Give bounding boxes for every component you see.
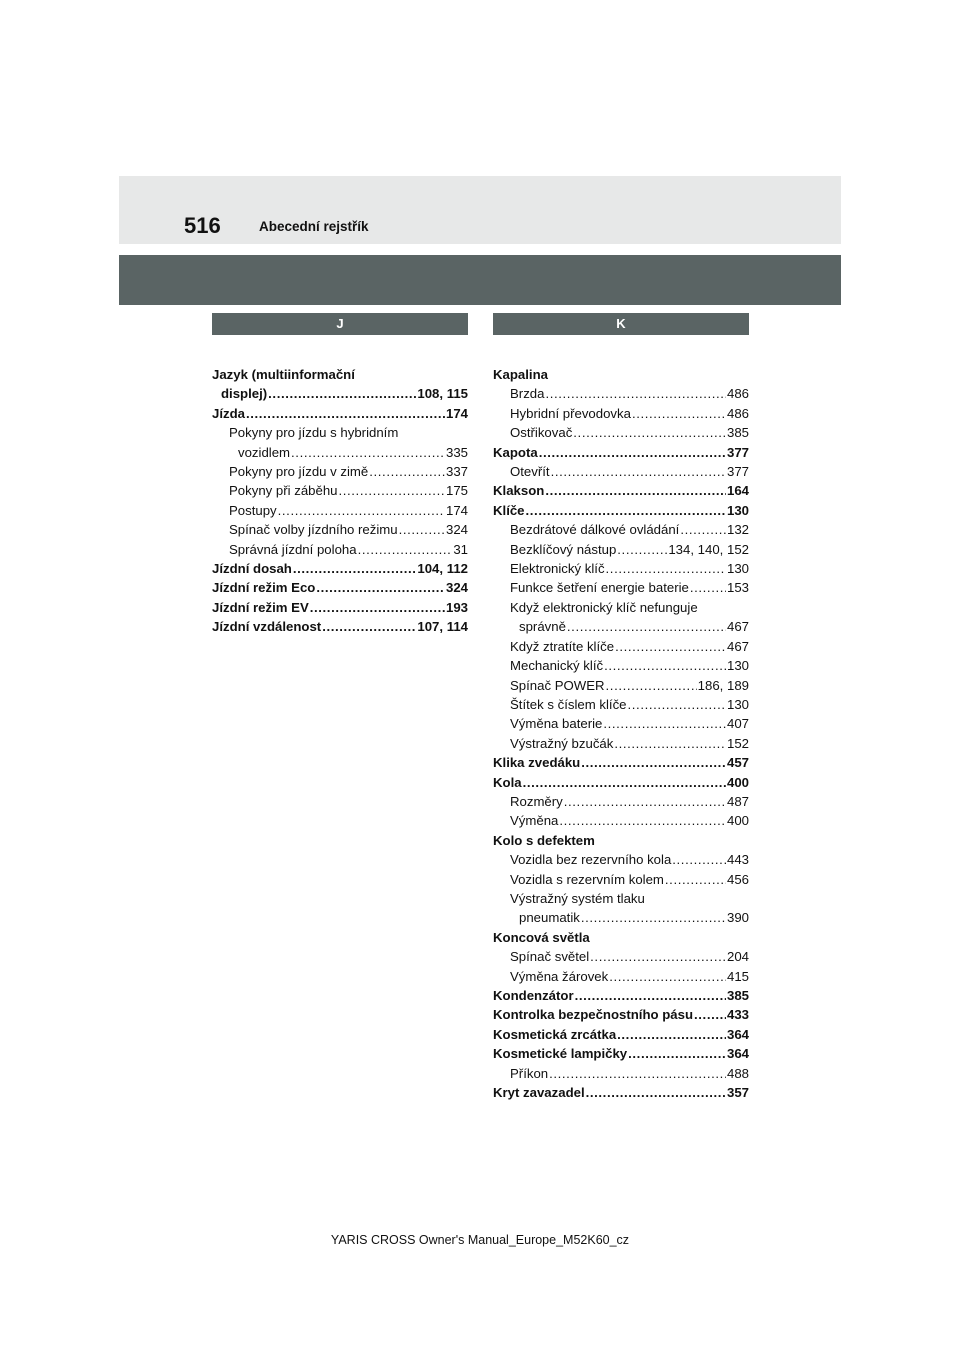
- index-column-k: [493, 313, 749, 1102]
- entry-term: Kryt zavazadel: [493, 1085, 585, 1101]
- dot-leader: [564, 792, 726, 811]
- entry-page-ref[interactable]: 107, 114: [417, 619, 468, 635]
- entry-page-ref[interactable]: 130: [726, 502, 749, 518]
- header-bar: [119, 255, 841, 305]
- entry-term: Ostřikovač: [510, 425, 573, 441]
- dot-leader: [551, 462, 726, 481]
- entry-term: Jízda: [212, 405, 245, 421]
- index-entries-j: [212, 365, 468, 637]
- entry-term: Kosmetické lampičky: [493, 1046, 628, 1062]
- entry-term: Jízdní vzdálenost: [212, 619, 322, 635]
- entry-page-ref[interactable]: 377: [726, 444, 749, 460]
- entry-page-ref[interactable]: 467: [726, 638, 749, 654]
- entry-page-ref[interactable]: 153: [726, 580, 749, 596]
- entry-term: Kola: [493, 774, 522, 790]
- entry-term: Klakson: [493, 483, 545, 499]
- dot-leader: [523, 773, 726, 792]
- index-entry: [212, 384, 468, 403]
- dot-leader: [545, 481, 726, 500]
- dot-leader: [369, 462, 445, 481]
- index-entry: [493, 889, 749, 908]
- entry-term: Kapalina: [493, 367, 548, 382]
- index-entry: [493, 1044, 749, 1063]
- entry-term: Mechanický klíč: [510, 658, 604, 674]
- index-entry: [212, 423, 468, 442]
- index-entry: [493, 637, 749, 656]
- dot-leader: [614, 734, 726, 753]
- dot-leader: [268, 384, 416, 403]
- dot-leader: [310, 598, 445, 617]
- entry-term: pneumatik: [519, 910, 580, 926]
- entry-page-ref[interactable]: 164: [726, 483, 749, 499]
- entry-page-ref[interactable]: 385: [726, 988, 749, 1003]
- dot-leader: [606, 559, 726, 578]
- entry-page-ref[interactable]: 364: [726, 1026, 749, 1042]
- index-entry: [493, 501, 749, 520]
- entry-page-ref[interactable]: 130: [726, 561, 749, 577]
- dot-leader: [575, 986, 726, 1005]
- entry-page-ref[interactable]: 324: [445, 580, 468, 596]
- dot-leader: [358, 540, 453, 559]
- entry-term: Jízdní dosah: [212, 561, 292, 577]
- entry-term: Pokyny pro jízdu s hybridním: [229, 425, 399, 441]
- index-entry: [493, 559, 749, 578]
- entry-term: Kapota: [493, 444, 538, 460]
- dot-leader: [615, 637, 726, 656]
- entry-page-ref[interactable]: 486: [726, 405, 749, 421]
- entry-term: Jízdní režim EV: [212, 599, 309, 615]
- index-entry: [493, 384, 749, 403]
- index-entries-k: [493, 365, 749, 1102]
- entry-term: Spínač světel: [510, 949, 590, 965]
- index-entry: [493, 831, 749, 850]
- entry-page-ref[interactable]: 390: [726, 910, 749, 926]
- index-entry: [493, 1083, 749, 1102]
- entry-page-ref[interactable]: 186, 189: [697, 677, 749, 693]
- entry-page-ref[interactable]: 467: [726, 619, 749, 635]
- dot-leader: [339, 481, 445, 500]
- entry-page-ref[interactable]: 130: [726, 696, 749, 712]
- entry-term: Koncová světla: [493, 929, 590, 945]
- entry-page-ref[interactable]: 487: [726, 793, 749, 809]
- entry-term: Výstražný bzučák: [510, 735, 614, 751]
- entry-term: displej): [221, 386, 268, 402]
- index-entry: [493, 947, 749, 966]
- dot-leader: [606, 676, 697, 695]
- index-entry: [493, 714, 749, 733]
- entry-page-ref[interactable]: 457: [726, 755, 749, 771]
- dot-leader: [539, 443, 726, 462]
- entry-term: Kolo s defektem: [493, 832, 595, 848]
- entry-page-ref[interactable]: 324: [445, 522, 468, 538]
- entry-page-ref[interactable]: 433: [726, 1007, 749, 1023]
- dot-leader: [632, 404, 726, 423]
- index-entry: [212, 365, 468, 384]
- index-column-j: [212, 313, 468, 637]
- index-entry: [493, 676, 749, 695]
- index-entry: [212, 481, 468, 500]
- entry-page-ref[interactable]: 132: [726, 522, 749, 538]
- index-entry: [493, 870, 749, 889]
- entry-page-ref[interactable]: 152: [726, 735, 749, 751]
- dot-leader: [549, 1064, 726, 1083]
- footer-text: YARIS CROSS Owner's Manual_Europe_M52K60_cz: [330, 1233, 630, 1247]
- dot-leader: [567, 617, 726, 636]
- entry-term: Klika zvedáku: [493, 755, 581, 771]
- entry-page-ref[interactable]: 488: [726, 1065, 749, 1081]
- index-entry: [493, 404, 749, 423]
- index-entry: [493, 540, 749, 559]
- index-entry: [493, 773, 749, 792]
- index-entry: [493, 481, 749, 500]
- index-entry: [212, 578, 468, 597]
- entry-page-ref[interactable]: 108, 115: [417, 386, 468, 402]
- dot-leader: [399, 520, 445, 539]
- index-entry: [212, 501, 468, 520]
- entry-term: Příkon: [510, 1065, 549, 1081]
- entry-page-ref[interactable]: 400: [726, 813, 749, 829]
- entry-term: Kosmetická zrcátka: [493, 1026, 617, 1042]
- dot-leader: [694, 1005, 726, 1024]
- index-entry: [493, 734, 749, 753]
- entry-page-ref[interactable]: 174: [445, 405, 468, 421]
- entry-term: Hybridní převodovka: [510, 405, 631, 421]
- entry-page-ref[interactable]: 377: [726, 464, 749, 480]
- entry-term: Postupy: [229, 502, 277, 518]
- entry-term: Výměna: [510, 813, 559, 829]
- dot-leader: [316, 578, 445, 597]
- entry-term: Bezdrátové dálkové ovládání: [510, 522, 680, 538]
- dot-leader: [278, 501, 445, 520]
- entry-term: Bezklíčový nástup: [510, 541, 617, 557]
- dot-leader: [590, 947, 726, 966]
- entry-term: Kontrolka bezpečnostního pásu: [493, 1007, 694, 1023]
- entry-term: Klíče: [493, 502, 525, 518]
- entry-page-ref[interactable]: 364: [726, 1046, 749, 1062]
- entry-term: Výměna žárovek: [510, 968, 609, 984]
- dot-leader: [609, 967, 726, 986]
- dot-leader: [573, 423, 726, 442]
- entry-term: Spínač volby jízdního režimu: [229, 522, 398, 538]
- index-entry: [493, 850, 749, 869]
- entry-page-ref[interactable]: 443: [726, 852, 749, 868]
- index-entry: [493, 1005, 749, 1024]
- index-entry: [212, 443, 468, 462]
- entry-page-ref[interactable]: 130: [726, 658, 749, 674]
- section-title: Abecední rejstřík: [259, 219, 369, 234]
- entry-term: Štítek s číslem klíče: [510, 696, 627, 712]
- dot-leader: [680, 520, 726, 539]
- index-entry: [493, 908, 749, 927]
- entry-page-ref[interactable]: 456: [726, 871, 749, 887]
- page-number: 516: [184, 213, 221, 238]
- index-entry: [212, 404, 468, 423]
- index-entry: [212, 559, 468, 578]
- dot-leader: [246, 404, 445, 423]
- entry-term: Pokyny pro jízdu v zimě: [229, 464, 369, 480]
- entry-term: Rozměry: [510, 793, 563, 809]
- dot-leader: [672, 850, 726, 869]
- entry-term: Spínač POWER: [510, 677, 605, 693]
- entry-term: Když ztratíte klíče: [510, 638, 615, 654]
- entry-term: správně: [519, 619, 566, 635]
- dot-leader: [617, 1025, 726, 1044]
- dot-leader: [293, 559, 417, 578]
- index-entry: [212, 598, 468, 617]
- dot-leader: [581, 908, 726, 927]
- dot-leader: [322, 617, 416, 636]
- entry-page-ref[interactable]: 31: [453, 541, 468, 557]
- entry-term: Vozidla bez rezervního kola: [510, 852, 672, 868]
- dot-leader: [581, 753, 726, 772]
- dot-leader: [628, 1044, 726, 1063]
- dot-leader: [604, 656, 726, 675]
- entry-term: Elektronický klíč: [510, 561, 605, 577]
- index-entry: [493, 928, 749, 947]
- index-entry: [493, 520, 749, 539]
- index-entry: [212, 617, 468, 636]
- index-entry: [493, 617, 749, 636]
- entry-term: Jízdní režim Eco: [212, 580, 316, 596]
- index-entry: [493, 443, 749, 462]
- entry-page-ref[interactable]: 486: [726, 386, 749, 402]
- index-entry: [493, 1025, 749, 1044]
- index-entry: [493, 792, 749, 811]
- entry-page-ref[interactable]: 385: [726, 425, 749, 441]
- dot-leader: [545, 384, 726, 403]
- entry-page-ref[interactable]: 335: [445, 444, 468, 460]
- entry-term: Funkce šetření energie baterie: [510, 580, 689, 596]
- letter-heading-k: K: [493, 313, 749, 335]
- entry-term: Když elektronický klíč nefunguje: [510, 599, 698, 615]
- index-entry: [493, 656, 749, 675]
- index-entry: [493, 1064, 749, 1083]
- dot-leader: [586, 1083, 726, 1102]
- entry-page-ref[interactable]: 204: [726, 949, 749, 965]
- dot-leader: [291, 443, 445, 462]
- entry-page-ref[interactable]: 337: [445, 464, 468, 480]
- entry-term: Výměna baterie: [510, 716, 603, 732]
- entry-term: Správná jízdní poloha: [229, 541, 357, 557]
- dot-leader: [628, 695, 726, 714]
- entry-page-ref[interactable]: 104, 112: [417, 561, 468, 577]
- index-entry: [493, 967, 749, 986]
- entry-term: Výstražný systém tlaku: [510, 890, 645, 906]
- entry-page-ref[interactable]: 134, 140, 152: [668, 541, 749, 557]
- entry-term: Brzda: [510, 386, 545, 402]
- entry-term: Vozidla s rezervním kolem: [510, 871, 664, 887]
- index-entry: [212, 462, 468, 481]
- dot-leader: [526, 501, 726, 520]
- dot-leader: [617, 540, 667, 559]
- entry-page-ref[interactable]: 407: [726, 716, 749, 732]
- entry-term: Otevřít: [510, 464, 550, 480]
- index-entry: [493, 462, 749, 481]
- index-entry: [493, 695, 749, 714]
- entry-page-ref[interactable]: 175: [445, 483, 468, 499]
- index-entry: [493, 598, 749, 617]
- index-entry: [493, 753, 749, 772]
- entry-page-ref[interactable]: 174: [445, 502, 468, 518]
- index-entry: [493, 423, 749, 442]
- dot-leader: [665, 870, 726, 889]
- entry-page-ref[interactable]: 357: [726, 1085, 749, 1101]
- letter-heading-j: J: [212, 313, 468, 335]
- entry-term: Jazyk (multiinformační: [212, 367, 355, 382]
- dot-leader: [690, 578, 726, 597]
- index-entry: [493, 811, 749, 830]
- entry-page-ref[interactable]: 415: [726, 968, 749, 984]
- entry-page-ref[interactable]: 193: [445, 599, 468, 615]
- index-entry: [493, 365, 749, 384]
- entry-term: Pokyny při záběhu: [229, 483, 338, 499]
- entry-term: Kondenzátor: [493, 988, 574, 1003]
- index-entry: [212, 540, 468, 559]
- entry-term: vozidlem: [238, 444, 291, 460]
- index-entry: [212, 520, 468, 539]
- dot-leader: [559, 811, 726, 830]
- index-entry: [493, 578, 749, 597]
- entry-page-ref[interactable]: 400: [726, 774, 749, 790]
- dot-leader: [603, 714, 726, 733]
- index-entry: [493, 986, 749, 1005]
- header-band: [119, 176, 841, 244]
